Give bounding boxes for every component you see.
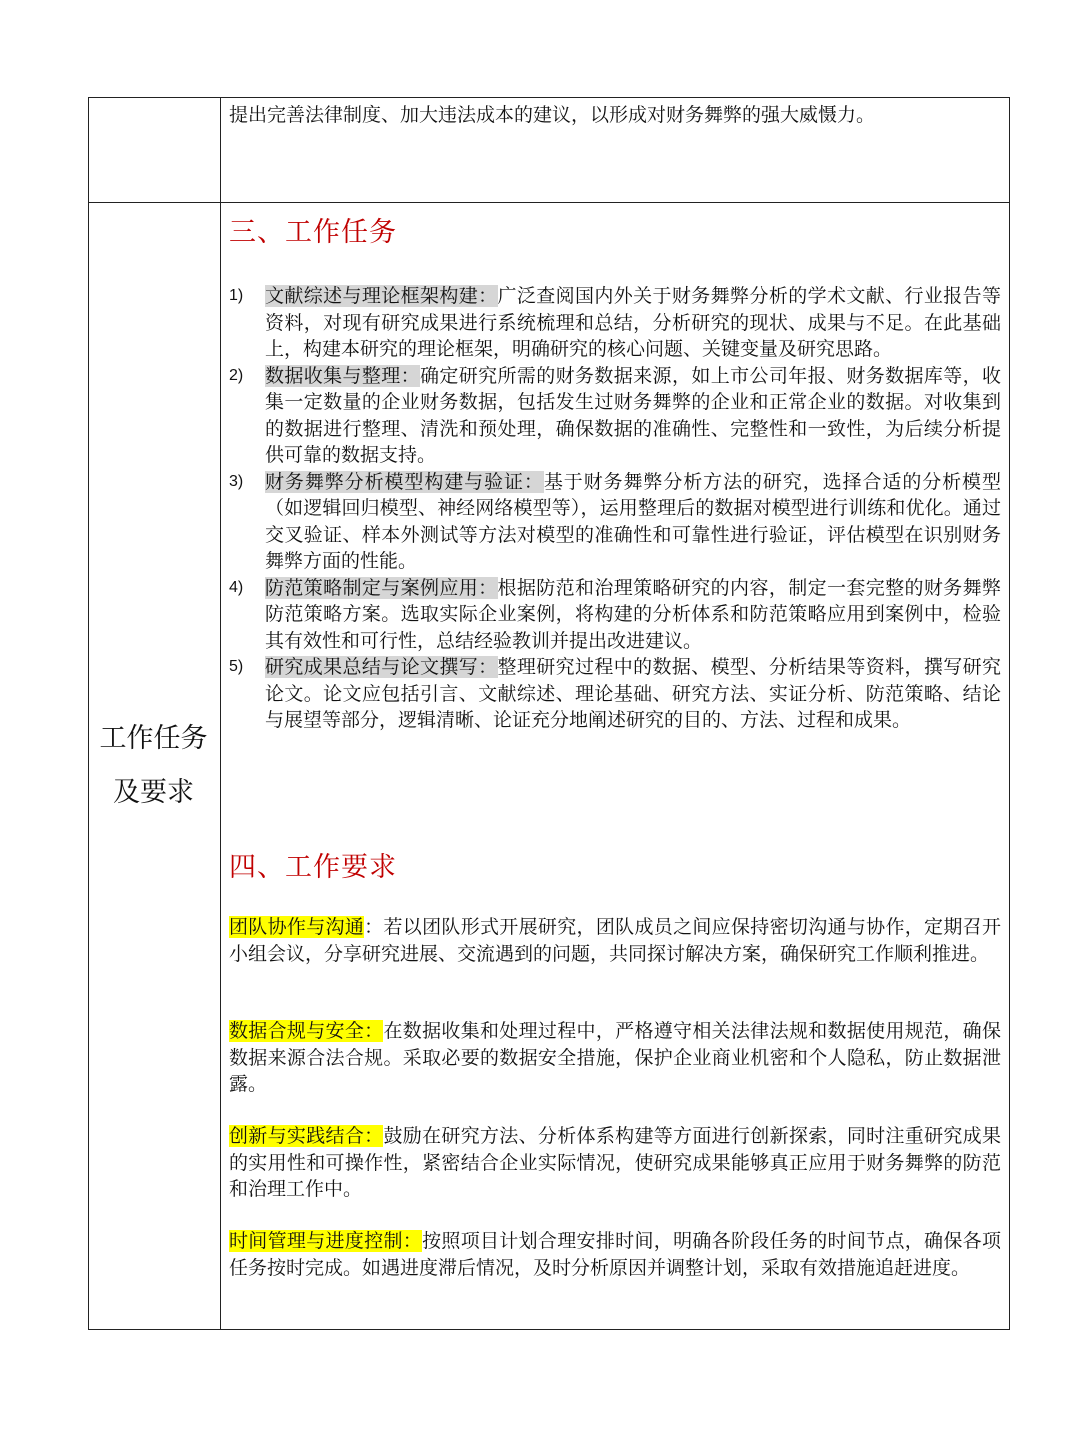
list-item bbox=[229, 469, 1001, 575]
item-body: 广泛查阅国内外关于财务舞弊分析的学术文献、行业报告等资料，对现有研究成果进行系统梳理和总结，分析研究的现状、成果与不足。在此基础上，构建本研究的理论框架，明确研究的核心问题、关键变量及研究思路。 bbox=[265, 285, 1001, 360]
item-heading: 财务舞弊分析模型构建与验证： bbox=[265, 470, 544, 493]
item-heading: 文献综述与理论框架构建： bbox=[265, 285, 498, 307]
requirement-item bbox=[229, 1228, 1001, 1281]
requirement-heading: 数据合规与安全： bbox=[229, 1020, 384, 1042]
section4-title: 四、工作要求 bbox=[229, 852, 397, 883]
requirement-body: ：若以团队形式开展研究，团队成员之间应保持密切沟通与协作，定期召开小组会议，分享研究进展、交流遇到的问题，共同探讨解决方案，确保研究工作顺利推进。 bbox=[229, 916, 1001, 965]
requirement-heading: 创新与实践结合： bbox=[229, 1125, 384, 1147]
item-body: 整理研究过程中的数据、模型、分析结果等资料，撰写研究论文。论文应包括引言、文献综述、理论基础、研究方法、实证分析、防范策略、结论与展望等部分，逻辑清晰、论证充分地阐述研究的目的、方法、过程和成果。 bbox=[265, 656, 1001, 731]
item-number: 4) bbox=[229, 578, 244, 596]
row-label-line1: 工作任务 bbox=[99, 723, 208, 754]
row-label bbox=[88, 712, 219, 820]
row-label-line2: 及要求 bbox=[113, 777, 194, 808]
requirement-body: 在数据收集和处理过程中，严格遵守相关法律法规和数据使用规范，确保数据来源合法合规。采取必要的数据安全措施，保护企业商业机密和个人隐私，防止数据泄露。 bbox=[229, 1020, 1001, 1095]
item-heading: 研究成果总结与论文撰写： bbox=[265, 656, 498, 678]
list-item bbox=[229, 363, 1001, 469]
item-number: 3) bbox=[229, 472, 244, 490]
item-body: 确定研究所需的财务数据来源，如上市公司年报、财务数据库等，收集一定数量的企业财务数据，包括发生过财务舞弊的企业和正常企业的数据。对收集到的数据进行整理、清洗和预处理，确保数据的准确性、完整性和一致性，为后续分析提供可靠的数据支持。 bbox=[265, 364, 1001, 466]
continued-text bbox=[229, 102, 989, 128]
requirement-body: 鼓励在研究方法、分析体系构建等方面进行创新探索，同时注重研究成果的实用性和可操作性，紧密结合企业实际情况，使研究成果能够真正应用于财务舞弊的防范和治理工作中。 bbox=[229, 1125, 1001, 1200]
item-heading: 数据收集与整理： bbox=[265, 364, 421, 387]
list-item bbox=[229, 283, 1001, 363]
item-body: 根据防范和治理策略研究的内容，制定一套完整的财务舞弊防范策略方案。选取实际企业案例，将构建的分析体系和防范策略应用到案例中，检验其有效性和可行性，总结经验教训并提出改进建议。 bbox=[265, 576, 1001, 652]
requirement-heading: 团队协作与沟通 bbox=[229, 916, 365, 938]
column-divider bbox=[220, 98, 221, 1329]
item-number: 1) bbox=[229, 287, 244, 304]
top-row-text: 提出完善法律制度、加大违法成本的建议，以形成对财务舞弊的强大威慑力。 bbox=[229, 104, 876, 126]
item-number: 5) bbox=[229, 658, 244, 675]
item-heading: 防范策略制定与案例应用： bbox=[265, 576, 498, 599]
item-body: 基于财务舞弊分析方法的研究，选择合适的分析模型（如逻辑回归模型、神经网络模型等），运用整理后的数据对模型进行训练和优化。通过交叉验证、样本外测试等方法对模型的准确性和可靠性进行验证，评估模型在识别财务舞弊方面的性能。 bbox=[265, 470, 1001, 572]
requirement-item bbox=[229, 1123, 1001, 1203]
item-number: 2) bbox=[229, 366, 244, 384]
requirement-body: 按照项目计划合理安排时间，明确各阶段任务的时间节点，确保各项任务按时完成。如遇进度滞后情况，及时分析原因并调整计划，采取有效措施追赶进度。 bbox=[229, 1230, 1001, 1279]
list-item bbox=[229, 575, 1001, 655]
requirement-heading: 时间管理与进度控制： bbox=[229, 1230, 423, 1252]
task-list bbox=[229, 283, 1001, 734]
list-item bbox=[229, 654, 1001, 734]
section3-title: 三、工作任务 bbox=[229, 217, 397, 248]
requirement-item bbox=[229, 914, 1001, 967]
requirement-item bbox=[229, 1018, 1001, 1098]
